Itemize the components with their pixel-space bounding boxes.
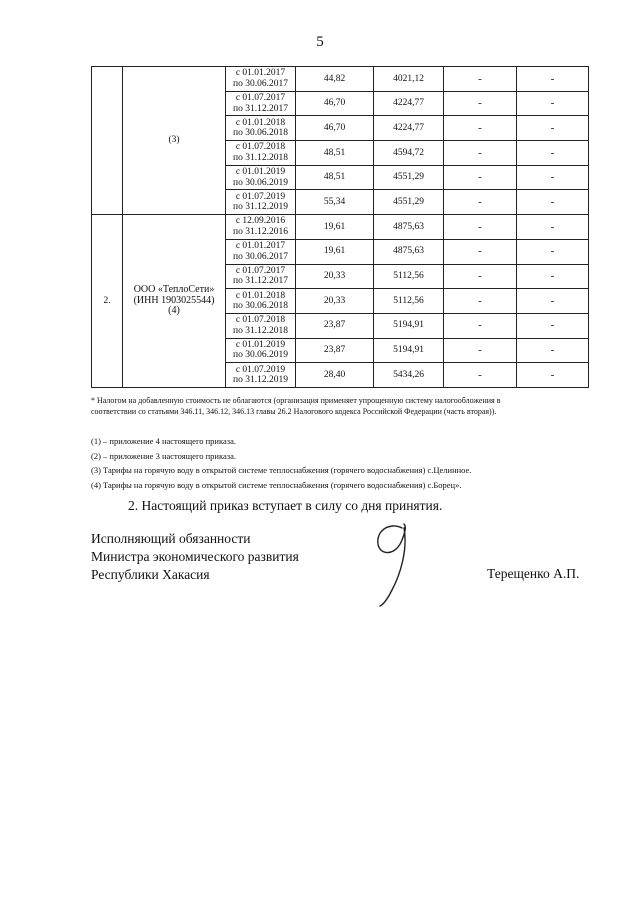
- period-cell: с 12.09.2016 по 31.12.2016: [226, 215, 296, 240]
- org-ref: (4): [168, 305, 180, 317]
- value-a-cell: 20,33: [296, 264, 374, 289]
- value-d-cell: -: [517, 116, 589, 141]
- value-d-cell: -: [517, 190, 589, 215]
- value-d-cell: -: [517, 165, 589, 190]
- value-b-cell: 5434,26: [374, 363, 444, 388]
- value-a-cell: 46,70: [296, 91, 374, 116]
- signatory-title: [91, 530, 299, 584]
- period-cell: с 01.01.2018 по 30.06.2018: [226, 289, 296, 314]
- value-c-cell: -: [444, 141, 517, 166]
- number-cell: 2.: [92, 215, 123, 388]
- org-name: ООО «ТеплоСети»: [133, 284, 215, 296]
- page-number: 5: [316, 34, 324, 50]
- value-c-cell: -: [444, 363, 517, 388]
- vat-footnote: [91, 395, 591, 417]
- value-d-cell: -: [517, 67, 589, 92]
- value-b-cell: 5194,91: [374, 338, 444, 363]
- period-cell: с 01.07.2017 по 31.12.2017: [226, 91, 296, 116]
- value-d-cell: -: [517, 215, 589, 240]
- value-d-cell: -: [517, 313, 589, 338]
- period-cell: с 01.01.2018 по 30.06.2018: [226, 116, 296, 141]
- note-line: (2) – приложение 3 настоящего приказа.: [91, 450, 236, 461]
- value-d-cell: -: [517, 338, 589, 363]
- tariff-table: [91, 66, 589, 388]
- value-b-cell: 5112,56: [374, 289, 444, 314]
- value-a-cell: 44,82: [296, 67, 374, 92]
- value-c-cell: -: [444, 313, 517, 338]
- value-b-cell: 4551,29: [374, 190, 444, 215]
- period-cell: с 01.01.2017 по 30.06.2017: [226, 239, 296, 264]
- value-a-cell: 19,61: [296, 239, 374, 264]
- signatory-name: Терещенко А.П.: [487, 566, 580, 581]
- value-a-cell: 20,33: [296, 289, 374, 314]
- note-line: (4) Тарифы на горячую воду в открытой системе теплоснабжения (горячего водоснабжения) с.Борец».: [91, 479, 462, 490]
- value-c-cell: -: [444, 190, 517, 215]
- value-b-cell: 4224,77: [374, 116, 444, 141]
- reference-notes: [91, 434, 471, 492]
- handwritten-signature: [362, 520, 422, 610]
- vat-footnote-line: соответствии со статьями 346.11, 346.12, 346.13 главы 26.2 Налогового кодекса Российской Федерации (часть вторая)).: [91, 407, 497, 416]
- value-c-cell: -: [444, 215, 517, 240]
- value-c-cell: -: [444, 289, 517, 314]
- period-cell: с 01.01.2019 по 30.06.2019: [226, 165, 296, 190]
- value-c-cell: -: [444, 239, 517, 264]
- value-d-cell: -: [517, 289, 589, 314]
- organization-cell: [123, 215, 226, 388]
- value-a-cell: 28,40: [296, 363, 374, 388]
- value-d-cell: -: [517, 264, 589, 289]
- value-d-cell: -: [517, 363, 589, 388]
- value-c-cell: -: [444, 67, 517, 92]
- signatory-title-line: Республики Хакасия: [91, 567, 210, 582]
- vat-footnote-line: * Налогом на добавленную стоимость не облагаются (организация применяет упрощенную систему налогообложения в: [91, 396, 501, 405]
- value-a-cell: 55,34: [296, 190, 374, 215]
- signatory-title-line: Министра экономического развития: [91, 549, 299, 564]
- value-d-cell: -: [517, 141, 589, 166]
- period-cell: с 01.07.2018 по 31.12.2018: [226, 141, 296, 166]
- period-cell: с 01.01.2019 по 30.06.2019: [226, 338, 296, 363]
- value-c-cell: -: [444, 264, 517, 289]
- value-a-cell: 23,87: [296, 338, 374, 363]
- value-b-cell: 4875,63: [374, 215, 444, 240]
- value-a-cell: 19,61: [296, 215, 374, 240]
- value-b-cell: 5112,56: [374, 264, 444, 289]
- org-inn: (ИНН 1903025544): [133, 294, 215, 306]
- period-cell: с 01.07.2018 по 31.12.2018: [226, 313, 296, 338]
- value-a-cell: 48,51: [296, 141, 374, 166]
- value-b-cell: 4594,72: [374, 141, 444, 166]
- number-cell: [92, 67, 123, 215]
- period-cell: с 01.07.2017 по 31.12.2017: [226, 264, 296, 289]
- value-a-cell: 46,70: [296, 116, 374, 141]
- org-ref-cell: (3): [123, 67, 226, 215]
- value-b-cell: 4224,77: [374, 91, 444, 116]
- table-row: [92, 67, 589, 92]
- value-c-cell: -: [444, 91, 517, 116]
- period-cell: с 01.07.2019 по 31.12.2019: [226, 190, 296, 215]
- order-clause: 2. Настоящий приказ вступает в силу со дня принятия.: [128, 498, 443, 513]
- signatory-title-line: Исполняющий обязанности: [91, 531, 251, 546]
- value-d-cell: -: [517, 91, 589, 116]
- table-row: [92, 215, 589, 240]
- period-cell: с 01.07.2019 по 31.12.2019: [226, 363, 296, 388]
- value-a-cell: 23,87: [296, 313, 374, 338]
- value-c-cell: -: [444, 338, 517, 363]
- value-b-cell: 4875,63: [374, 239, 444, 264]
- period-cell: с 01.01.2017 по 30.06.2017: [226, 67, 296, 92]
- value-b-cell: 5194,91: [374, 313, 444, 338]
- note-line: (3) Тарифы на горячую воду в открытой системе теплоснабжения (горячего водоснабжения) с.Целинное.: [91, 465, 472, 475]
- value-d-cell: -: [517, 239, 589, 264]
- value-b-cell: 4021,12: [374, 67, 444, 92]
- value-a-cell: 48,51: [296, 165, 374, 190]
- value-c-cell: -: [444, 116, 517, 141]
- value-c-cell: -: [444, 165, 517, 190]
- value-b-cell: 4551,29: [374, 165, 444, 190]
- note-line: (1) – приложение 4 настоящего приказа.: [91, 436, 236, 446]
